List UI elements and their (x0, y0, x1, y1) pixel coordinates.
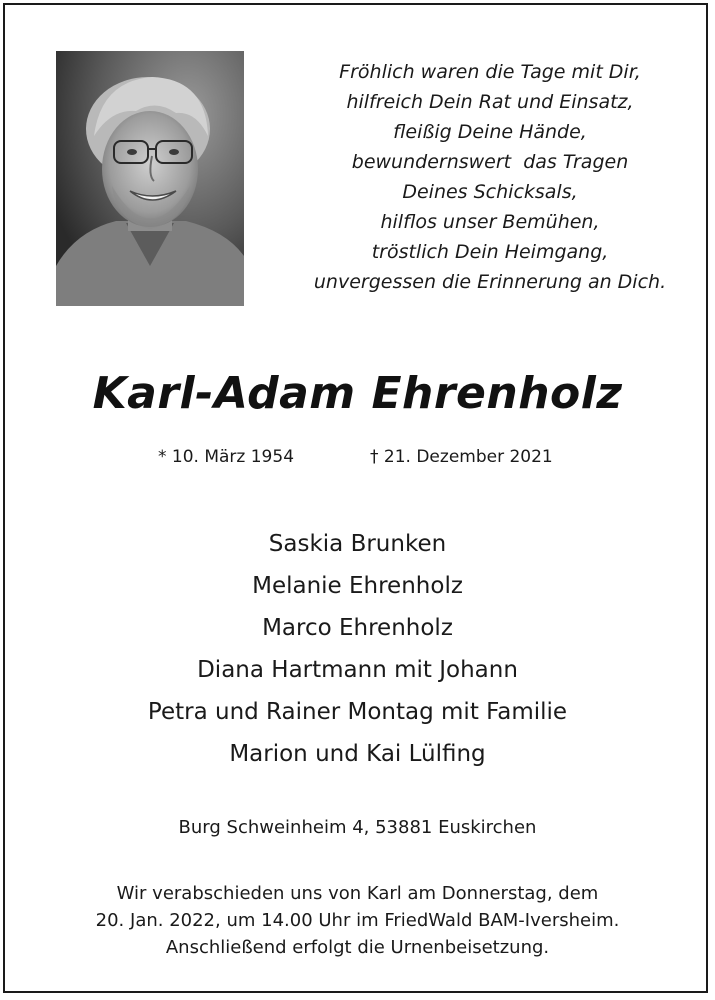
poem-line: bewundernswert das Tragen (351, 151, 629, 173)
poem-line: fleißig Deine Hände, (393, 121, 587, 143)
poem-line: hilflos unser Bemühen, (380, 211, 600, 233)
poem (290, 57, 690, 297)
poem-line: tröstlich Dein Heimgang, (371, 241, 609, 263)
farewell-line: Anschließend erfolgt die Urnenbeisetzung. (165, 937, 550, 958)
mourner-name: Marion und Kai Lülfing (229, 741, 486, 767)
mourner-name: Marco Ehrenholz (262, 615, 453, 641)
poem-line: hilfreich Dein Rat und Einsatz, (346, 91, 634, 113)
portrait-photo (56, 51, 244, 306)
poem-line: Fröhlich waren die Tage mit Dir, (339, 61, 641, 83)
mourner-name: Melanie Ehrenholz (252, 573, 463, 599)
deceased-name: Karl-Adam Ehrenholz (92, 368, 623, 419)
death-date: † 21. Dezember 2021 (370, 447, 553, 467)
farewell-line: 20. Jan. 2022, um 14.00 Uhr im FriedWald BAM-Iversheim. (95, 910, 620, 931)
farewell-text (0, 880, 715, 961)
birth-date: * 10. März 1954 (158, 447, 295, 467)
farewell-line: Wir verabschieden uns von Karl am Donnerstag, dem (116, 883, 599, 904)
mourner-name: Saskia Brunken (268, 531, 447, 557)
address: Burg Schweinheim 4, 53881 Euskirchen (178, 817, 537, 838)
poem-line: Deines Schicksals, (402, 181, 578, 203)
poem-line: unvergessen die Erinnerung an Dich. (313, 271, 667, 293)
mourner-name: Petra und Rainer Montag mit Familie (147, 699, 568, 725)
mourner-name: Diana Hartmann mit Johann (197, 657, 518, 683)
mourners-list (0, 523, 715, 775)
